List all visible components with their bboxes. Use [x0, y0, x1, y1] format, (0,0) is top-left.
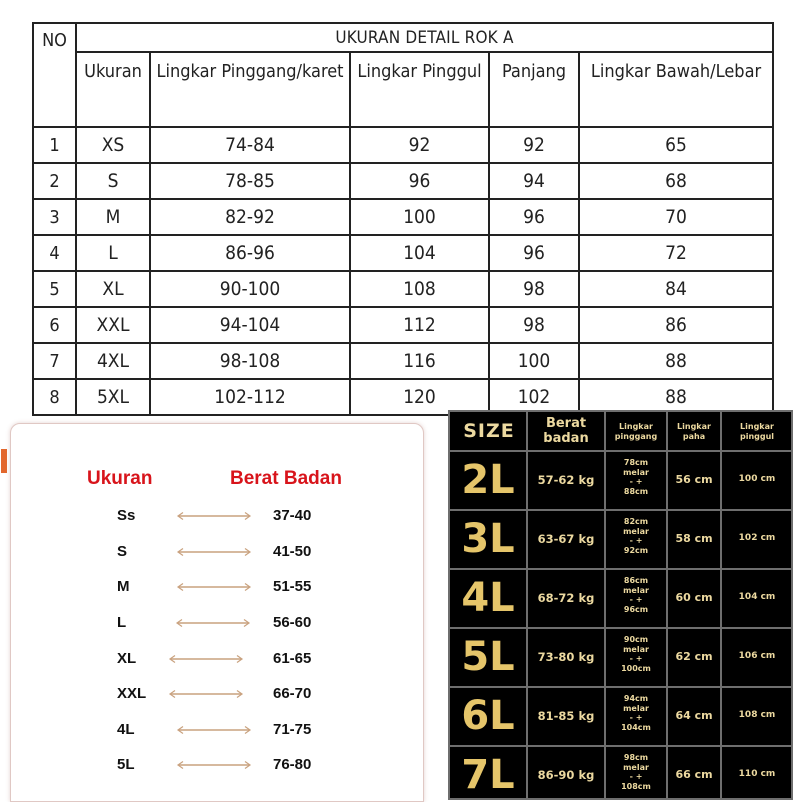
weight-row-size: S: [117, 543, 128, 560]
dark-row-pinggul: 106 cm: [738, 651, 776, 661]
weight-row-size: Ss: [117, 507, 136, 524]
col-header-ukuran: Ukuran: [76, 52, 150, 127]
weight-chart-header-weight: Berat Badan: [230, 468, 342, 489]
table-row: [33, 271, 773, 307]
dark-row-paha: 62 cm: [675, 650, 713, 663]
double-arrow-icon: [175, 511, 253, 521]
weight-row: [11, 683, 423, 707]
row-number: 4: [33, 235, 76, 271]
col-header-lingkar-pinggul: Lingkar Pinggul: [350, 52, 489, 127]
weight-row-value: 76-80: [273, 756, 312, 773]
dark-row-pinggul: 110 cm: [738, 769, 776, 779]
size-cell: M: [76, 199, 150, 235]
weight-row-size: M: [117, 578, 130, 595]
weight-row-value: 56-60: [273, 614, 312, 631]
dark-row-size: 5L: [461, 634, 515, 680]
grid-line: [448, 410, 793, 412]
dark-row-pinggang: [606, 694, 666, 732]
hem-cell: 70: [579, 199, 773, 235]
size-cell: XXL: [76, 307, 150, 343]
weight-row-value: 66-70: [273, 685, 312, 702]
hem-cell: 65: [579, 127, 773, 163]
waist-cell: 82-92: [150, 199, 350, 235]
dark-row-pinggang-line: melar: [623, 467, 649, 477]
weight-row-size: 4L: [117, 721, 135, 738]
dark-row-size: 4L: [461, 575, 515, 621]
dark-row-size: 7L: [461, 752, 515, 798]
grid-line: [526, 410, 528, 800]
table-title: UKURAN DETAIL ROK A: [76, 23, 773, 52]
dark-header-pinggul: [722, 422, 792, 442]
dark-row-pinggang-line: melar: [623, 644, 649, 654]
weight-chart-card: [10, 423, 424, 802]
dark-row-pinggang-line: - +: [629, 595, 643, 604]
hem-cell: 88: [579, 379, 773, 415]
grid-line: [448, 627, 793, 629]
waist-cell: 78-85: [150, 163, 350, 199]
length-cell: 98: [489, 307, 579, 343]
dark-row-pinggang-line: 94cm: [623, 694, 649, 703]
hip-cell: 112: [350, 307, 489, 343]
dark-row-pinggang: [606, 517, 666, 555]
dark-row-pinggang-line: melar: [623, 526, 649, 536]
size-cell: XS: [76, 127, 150, 163]
length-cell: 98: [489, 271, 579, 307]
grid-line: [448, 450, 793, 452]
waist-cell: 86-96: [150, 235, 350, 271]
grid-line: [448, 686, 793, 688]
dark-row-pinggang-line: 90cm: [623, 635, 649, 644]
weight-row-size: 5L: [117, 756, 135, 773]
hem-cell: 86: [579, 307, 773, 343]
dark-row-pinggang: [606, 753, 666, 791]
dark-row-paha: 64 cm: [675, 709, 713, 722]
double-arrow-icon: [167, 689, 245, 699]
hem-cell: 84: [579, 271, 773, 307]
dark-row-pinggul: 102 cm: [738, 533, 776, 543]
hip-cell: 116: [350, 343, 489, 379]
rok-size-table: [32, 22, 774, 416]
dark-row-berat: 63-67 kg: [537, 532, 595, 546]
length-cell: 96: [489, 235, 579, 271]
table-row: [33, 343, 773, 379]
dark-row-pinggang-line: melar: [623, 762, 649, 772]
grid-line: [666, 410, 668, 800]
dark-row-pinggang-line: 108cm: [621, 781, 651, 791]
grid-line: [448, 509, 793, 511]
dark-header-paha-line1: Lingkar: [677, 422, 711, 431]
double-arrow-icon: [167, 654, 245, 664]
table-row: [33, 199, 773, 235]
weight-row: [11, 576, 423, 600]
hem-cell: 68: [579, 163, 773, 199]
dark-row-berat: 86-90 kg: [537, 768, 595, 782]
size-cell: L: [76, 235, 150, 271]
weight-row-size: XL: [117, 650, 137, 667]
weight-row: [11, 541, 423, 565]
dark-row-pinggang-line: - +: [629, 713, 643, 722]
size-cell: 5XL: [76, 379, 150, 415]
weight-row-value: 51-55: [273, 578, 312, 595]
col-header-lingkar-bawah: Lingkar Bawah/Lebar: [579, 52, 773, 127]
weight-row-size: L: [117, 614, 127, 631]
weight-row: [11, 648, 423, 672]
grid-line: [448, 745, 793, 747]
weight-row-value: 37-40: [273, 507, 312, 524]
dark-header-berat-line2: badan: [543, 431, 589, 446]
waist-cell: 102-112: [150, 379, 350, 415]
row-number: 1: [33, 127, 76, 163]
table-row: [33, 307, 773, 343]
col-header-lingkar-pinggang: Lingkar Pinggang/karet: [150, 52, 350, 127]
dark-row-pinggul: 100 cm: [738, 474, 776, 484]
row-number: 2: [33, 163, 76, 199]
dark-row-paha: 66 cm: [675, 768, 713, 781]
dark-row-pinggang-line: 98cm: [623, 753, 649, 762]
row-number: 3: [33, 199, 76, 235]
dark-size-table: [448, 410, 793, 800]
table-row: [33, 127, 773, 163]
double-arrow-icon: [175, 547, 253, 557]
waist-cell: 98-108: [150, 343, 350, 379]
dark-header-paha: [668, 422, 720, 442]
dark-row-pinggang-line: 96cm: [623, 604, 649, 614]
row-number: 8: [33, 379, 76, 415]
grid-line: [720, 410, 722, 800]
size-cell: 4XL: [76, 343, 150, 379]
weight-row: [11, 505, 423, 529]
dark-row-pinggang-line: - +: [629, 772, 643, 781]
row-number: 6: [33, 307, 76, 343]
hip-cell: 104: [350, 235, 489, 271]
dark-row-pinggang-line: - +: [629, 654, 643, 663]
hip-cell: 100: [350, 199, 489, 235]
dark-header-size: SIZE: [463, 420, 515, 442]
hip-cell: 108: [350, 271, 489, 307]
dark-header-pinggul-line1: Lingkar: [740, 422, 774, 431]
length-cell: 96: [489, 199, 579, 235]
dark-row-berat: 68-72 kg: [537, 591, 595, 605]
row-number: 5: [33, 271, 76, 307]
no-header: NO: [33, 23, 76, 127]
dark-row-size: 2L: [461, 457, 515, 503]
weight-row: [11, 719, 423, 743]
length-cell: 92: [489, 127, 579, 163]
hem-cell: 88: [579, 343, 773, 379]
dark-row-pinggul: 108 cm: [738, 710, 776, 720]
weight-row-value: 61-65: [273, 650, 312, 667]
dark-header-pinggang-line2: pinggang: [614, 432, 658, 441]
dark-header-pinggul-line2: pinggul: [739, 432, 775, 441]
hip-cell: 120: [350, 379, 489, 415]
dark-row-pinggang: [606, 576, 666, 614]
dark-row-paha: 56 cm: [675, 473, 713, 486]
waist-cell: 90-100: [150, 271, 350, 307]
dark-row-pinggang-line: 100cm: [621, 663, 651, 673]
dark-row-pinggang-line: melar: [623, 703, 649, 713]
dark-row-paha: 58 cm: [675, 532, 713, 545]
weight-row-size: XXL: [117, 685, 147, 702]
weight-chart-header-size: Ukuran: [87, 468, 153, 489]
table-row: [33, 235, 773, 271]
dark-row-pinggang: [606, 458, 666, 496]
weight-row: [11, 754, 423, 778]
weight-row: [11, 612, 423, 636]
hip-cell: 92: [350, 127, 489, 163]
double-arrow-icon: [175, 582, 253, 592]
dark-header-paha-line2: paha: [682, 432, 706, 441]
hem-cell: 72: [579, 235, 773, 271]
dark-row-paha: 60 cm: [675, 591, 713, 604]
double-arrow-icon: [175, 725, 253, 735]
dark-header-pinggang-line1: Lingkar: [619, 422, 653, 431]
dark-row-berat: 57-62 kg: [537, 473, 595, 487]
col-header-panjang: Panjang: [489, 52, 579, 127]
dark-row-size: 6L: [461, 693, 515, 739]
table-row: [33, 163, 773, 199]
card-accent-tab: [1, 449, 7, 473]
weight-row-value: 71-75: [273, 721, 312, 738]
length-cell: 94: [489, 163, 579, 199]
row-number: 7: [33, 343, 76, 379]
dark-row-pinggul: 104 cm: [738, 592, 776, 602]
size-cell: XL: [76, 271, 150, 307]
dark-header-berat: [528, 416, 604, 446]
dark-row-pinggang-line: - +: [629, 536, 643, 545]
hip-cell: 96: [350, 163, 489, 199]
dark-header-pinggang: [606, 422, 666, 442]
dark-row-pinggang-line: - +: [629, 477, 643, 486]
length-cell: 102: [489, 379, 579, 415]
dark-row-berat: 81-85 kg: [537, 709, 595, 723]
size-cell: S: [76, 163, 150, 199]
double-arrow-icon: [175, 760, 253, 770]
dark-row-pinggang-line: 88cm: [623, 486, 649, 496]
double-arrow-icon: [174, 618, 252, 628]
dark-row-pinggang-line: 82cm: [623, 517, 649, 526]
dark-row-berat: 73-80 kg: [537, 650, 595, 664]
dark-row-pinggang-line: 92cm: [623, 545, 649, 555]
grid-line: [448, 568, 793, 570]
dark-row-pinggang-line: 86cm: [623, 576, 649, 585]
weight-row-value: 41-50: [273, 543, 312, 560]
grid-line: [791, 410, 793, 800]
dark-row-pinggang: [606, 635, 666, 673]
dark-header-berat-line1: Berat: [545, 416, 587, 431]
dark-row-pinggang-line: 104cm: [621, 722, 651, 732]
dark-row-pinggang-line: melar: [623, 585, 649, 595]
dark-row-pinggang-line: 78cm: [623, 458, 649, 467]
waist-cell: 74-84: [150, 127, 350, 163]
waist-cell: 94-104: [150, 307, 350, 343]
dark-row-size: 3L: [461, 516, 515, 562]
length-cell: 100: [489, 343, 579, 379]
